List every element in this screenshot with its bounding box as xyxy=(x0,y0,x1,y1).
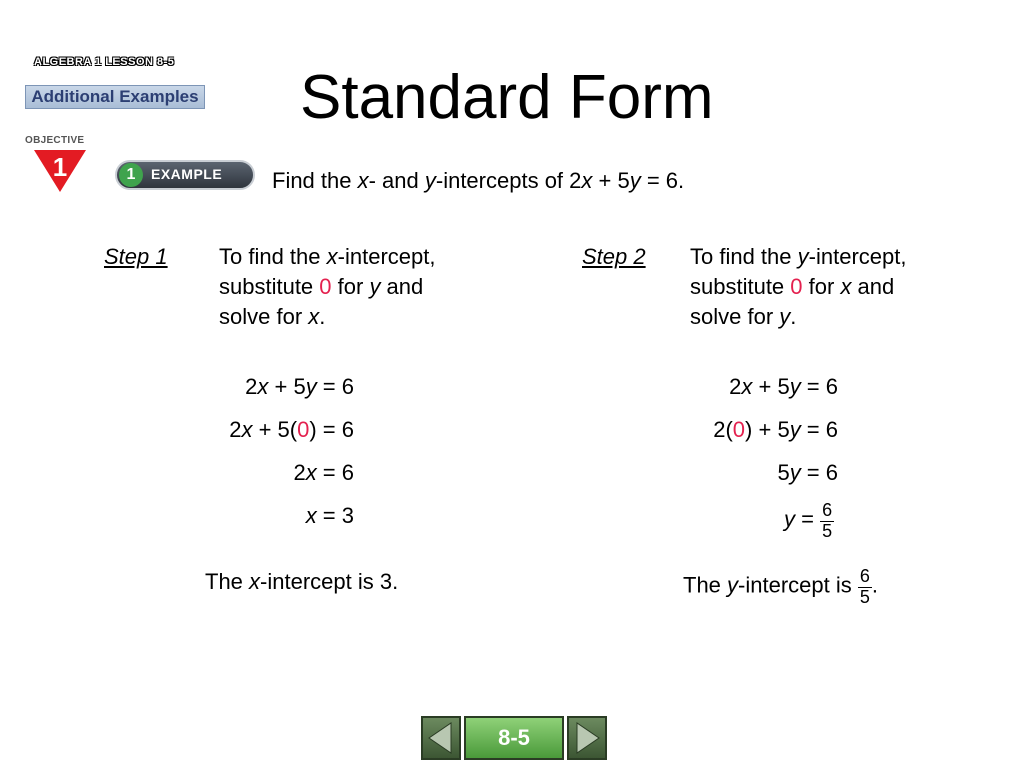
step2-result: The y-intercept is $\frac{6}{5}$ . xyxy=(683,566,878,607)
step2-equation-3: 5y = 6 xyxy=(777,460,838,485)
step2-instructions: To find the y-intercept, substitute 0 for x and solve for y. xyxy=(690,244,907,329)
step1-label: Step 1 xyxy=(104,244,168,269)
step1-equation-4: x = 3 xyxy=(305,503,354,528)
previous-slide-button[interactable] xyxy=(421,716,461,760)
arrow-right-icon xyxy=(569,718,605,758)
arrow-left-icon xyxy=(423,718,459,758)
additional-examples-banner: Additional Examples xyxy=(25,85,205,109)
example-label: EXAMPLE xyxy=(151,166,223,182)
example-number: 1 xyxy=(119,163,143,187)
step2-result-fraction: $\frac{6}{5}$ xyxy=(859,566,870,607)
step1-instructions: To find the x-intercept, substitute 0 for y and solve for x. xyxy=(219,244,436,329)
next-slide-button[interactable] xyxy=(567,716,607,760)
step1-equation-3: 2x = 6 xyxy=(293,460,354,485)
page-number-badge: 8-5 xyxy=(464,716,564,760)
objective-label: OBJECTIVE xyxy=(25,135,85,146)
step1-equation-2: 2x + 5(0) = 6 xyxy=(229,417,354,442)
problem-statement: Find the x- and y-intercepts of 2x + 5y = 6. xyxy=(272,168,685,193)
step1-equation-1: 2x + 5y = 6 xyxy=(245,374,354,399)
step2-equation-2: 2(0) + 5y = 6 xyxy=(713,417,838,442)
step2-equation-1: 2x + 5y = 6 xyxy=(729,374,838,399)
lesson-label: ALGEBRA 1 LESSON 8-5 xyxy=(34,56,175,68)
step2-fraction: $\frac{6}{5}$ xyxy=(822,500,833,541)
page-title: Standard Form xyxy=(300,63,714,132)
step1-result: The x-intercept is 3. xyxy=(205,569,399,594)
step2-label: Step 2 xyxy=(582,244,646,269)
objective-badge-icon xyxy=(32,148,88,194)
objective-number: 1 xyxy=(52,152,68,182)
step2-equation-4: y = $\frac{6}{5}$ xyxy=(784,500,833,541)
example-badge xyxy=(115,160,255,190)
